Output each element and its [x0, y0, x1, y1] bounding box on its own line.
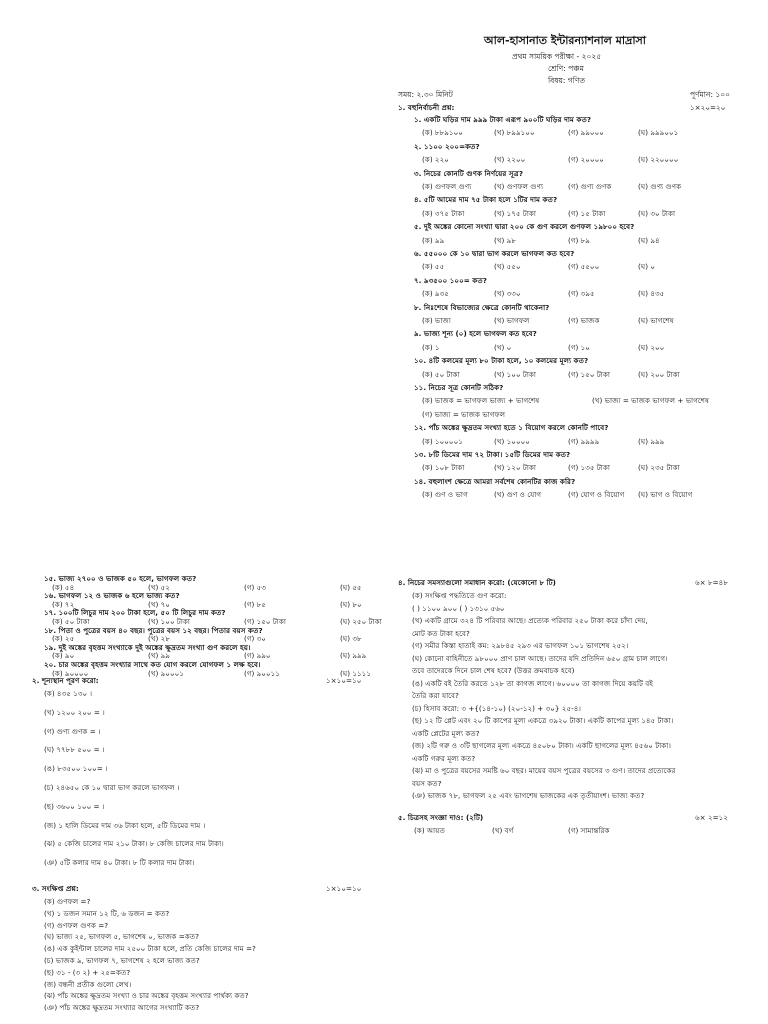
mcq-question: ১৩. ৮টি ডিমের দাম ৭২ টাকা। ১৫টি ডিমের দাম কত? — [414, 450, 571, 459]
mcq-option: (ক) ভাজ্য — [422, 316, 451, 325]
mcq-option: (গ) ১৫০ টাকা — [568, 369, 611, 379]
short-answer-item: (খ) ১ ডজন সমান ১২ টি, ৬ ডজন = কত? — [44, 908, 170, 918]
mcq-option: (খ) ১০০ টাকা — [494, 369, 537, 379]
mcq-question: ৪. ৫টি আমের দাম ৭৫ টাকা হলে ১টির দাম কত? — [414, 195, 558, 205]
section5-heading: ৫. চিত্রসহ সংজ্ঞা দাও: (২টি) — [398, 813, 484, 822]
mcq-option: (ক) ২২০ — [422, 155, 449, 165]
mcq-option: (খ) ১২০ টাকা — [494, 463, 537, 473]
fill-blank-item: (ঘ) ৭৭৮৮ ৫০০ = । — [44, 745, 105, 755]
problem-line: (জ) ২টি গরু ও ৩টি ছাগলের মূল্য একত্রে ৪৫০৮০ টাকা। একটি ছাগলের মূল্য ৪৫৬০ টাকা। — [412, 741, 671, 750]
mcq-question: ৩. নিচের কোনটি গুণক নির্ণয়ের সূত্র? — [414, 168, 523, 178]
mcq-question: ১. একটি ঘড়ির দাম ৯৯৯ টাকা এরূপ ৯০০টি ঘড়ির দাম কত? — [414, 115, 592, 124]
section5-option-c: (গ) সামান্তরিক — [568, 826, 610, 835]
problem-line: তবে তাদেরকে দিনে চাল শেষ হবে? (উত্তর ক্রমবাচক হবে) — [412, 666, 575, 675]
short-answer-item: (জ) বন্ধনী প্রতীক গুলো লেখ। — [44, 979, 132, 989]
section3-heading: ৩. সংক্ষিপ্ত প্রশ্ন: — [32, 884, 79, 893]
mcq-option: (গ) ভাজক — [568, 316, 600, 325]
mcq-question: ১৮. পিতা ও পুত্রের বয়স ৪০ বছর। পুত্রের বয়স ১২ বছর। পিতার বয়স কত? — [44, 625, 263, 635]
fill-blank-item: (জ) ১ হালি ডিমের দাম ৩৬ টাকা হলে, ৫টি ডিমের দাম । — [44, 820, 206, 830]
mcq-option: (ক) ভাজক = ভাগফল ভাজ্য + ভাগশেষ — [422, 396, 540, 406]
mcq-option: (ঘ) ৯৯৯ — [638, 436, 665, 446]
subject-label: বিষয়: গণিত — [548, 76, 586, 85]
mcq-question: ৬. ৫৫০০০ কে ১০ দ্বারা ভাগ করলে ভাগফল কত হবে? — [414, 249, 575, 258]
mcq-option: (ঘ) ৯৪ — [638, 235, 660, 245]
mcq-option: (গ) যোগ ও বিয়োগ — [568, 490, 625, 500]
mcq-option: (ঘ) ২৫০ টাকা — [340, 617, 382, 626]
mcq-option: (খ) ৫২ — [148, 582, 170, 592]
mcq-question: ১৫. ভাজ্য ২৭০০ ও ভাজক ৫০ হলে, ভাগফল কত? — [44, 574, 197, 583]
mcq-option: (গ) ৯৯০০০ — [568, 128, 604, 138]
full-marks-label: পূর্ণমান: ১০০ — [690, 90, 730, 99]
mcq-option: (গ) ৮৯ — [568, 235, 590, 245]
mcq-option: (খ) ৭০ — [148, 599, 170, 609]
problem-line: মোট কত টাকা হবে? — [412, 628, 470, 638]
mcq-option: (গ) ৯০০১১ — [244, 668, 280, 678]
mcq-question: ৮. নিঃশেষে বিভাজ্যের ক্ষেত্রে কোনটি থাকেনা? — [414, 302, 550, 312]
mcq-option: (ঘ) ৮০ — [340, 599, 362, 609]
mcq-option: (খ) ১৭৫ টাকা — [494, 208, 537, 218]
mcq-option: (ক) ৮৮৯১০০ — [422, 128, 463, 138]
mcq-question: ১৬. ভাগফল ১২ ও ভাজক ৬ হলে ভাজ্য কত? — [44, 591, 180, 601]
mcq-option: (ঘ) ৪৩৫ — [638, 289, 665, 299]
mcq-option: (ঘ) ১১১১ — [340, 668, 371, 678]
short-answer-item: (গ) গুণফল গুণক =? — [44, 920, 109, 930]
mcq-option: (ক) ৭২ — [52, 599, 75, 609]
problem-line: (খ) একটি গ্রামে ৩২৪ টি পরিবার আছে। প্রত্যেক পরিবার ২৫০ টাকা করে চাঁদা দেয়, — [412, 616, 648, 625]
mcq-option: (গ) ভাজ্য = ভাজক ভাগফল — [422, 409, 506, 419]
mcq-question: ৯. ভাজ্য শূন্য (০) হলে ভাগফল কত হবে? — [414, 329, 537, 339]
mcq-option: (ঘ) ভাগশেষ — [638, 316, 674, 325]
mcq-option: (খ) গুণ ও যোগ — [494, 490, 542, 500]
section2-marks: ১×১০=১০ — [326, 676, 362, 685]
short-answer-item: (ছ) ৩১ - (৩ ২) + ২৫=কত? — [44, 967, 131, 977]
problem-line: একটি প্লেটের মূল্য কত? — [412, 728, 480, 738]
short-answer-item: (ক) গুণফল =? — [44, 897, 91, 906]
problem-line: (ঝ) মা ও পুত্রের বয়সের সমষ্টি ৬০ বছর। মায়ের বয়স পুত্রের বয়সের ৩ গুণ। তাদের প্রত্যেকের — [412, 766, 676, 775]
section1-marks: ১×২০=২০ — [690, 103, 726, 112]
mcq-option: (ঘ) ভাগ ও বিয়োগ — [638, 490, 693, 500]
problem-line: (ঘ) কোনো বাহিনীতে ৯৮০০০ প্রাণ চাল আছে। তাদের যদি প্রতিদিন ৬৫০ গ্রাম চাল লাগে। — [412, 653, 668, 663]
problem-line: (ছ) ১২ টি প্লেট এবং ২০ টি কাপের মূল্য একত্রে ৩৯২০ টাকা। একটি কাপের মূল্য ১৪৫ টাকা। — [412, 716, 674, 725]
mcq-option: (খ) ৮৯৯১০০ — [494, 128, 535, 138]
mcq-option: (ঘ) ৩০ টাকা — [638, 208, 676, 218]
mcq-option: (গ) ৫৩ — [244, 582, 266, 592]
mcq-option: (ঘ) ৫৫ — [340, 582, 362, 592]
mcq-option: (গ) ৩০ — [244, 634, 266, 644]
fill-blank-item: (খ) ১২০০ ২০০ = । — [44, 707, 105, 717]
mcq-question: ১৪. বহুলাংশ ক্ষেত্রে আমরা সর্বশেষ কোনটির কাজ করি? — [414, 476, 576, 486]
mcq-option: (ক) ৫৪ — [52, 582, 75, 592]
mcq-option: (ক) ৫০ টাকা — [52, 617, 90, 626]
problem-line: ( ) ১১০০ ৯০০ ( ) ১৩১০ ৫৬০ — [412, 603, 505, 613]
short-answer-item: (ঝ) পাঁচ অঙ্কের ক্ষুদ্রতম সংখ্যা ও চার অঙ্কের বৃহত্তম সংখ্যার পার্থক্য কত? — [44, 991, 249, 1001]
mcq-option: (খ) ২২০০ — [494, 155, 526, 165]
problem-line: (ঙ) একটি বই তৈরি করতে ১২৮ তা কাগজ লাগে। ৬০০০০ তা কাগজ দিয়ে কয়টি বই — [412, 678, 654, 688]
mcq-option: (ক) ১০০০০১ — [422, 436, 463, 446]
class-label: শ্রেণি: পঞ্চম — [548, 64, 584, 73]
section5-marks: ৬× ২=১২ — [695, 813, 729, 822]
mcq-question: ১৭. ১০০টি লিচুর দাম ২০০ টাকা হলে, ৫০ টি লিচুর দাম কত? — [44, 608, 226, 618]
mcq-option: (গ) ১৫ টাকা — [568, 208, 606, 218]
fill-blank-item: (ঙ) ৮৩৫০০ ১০০= । — [44, 764, 108, 774]
mcq-question: ১১. নিচের সূত্র কোনটি সঠিক? — [414, 383, 504, 392]
mcq-option: (গ) ১৩৫ টাকা — [568, 463, 611, 473]
school-name: আল-হাসানাত ইন্টারন্যাশনাল মাদ্রাসা — [484, 34, 646, 47]
mcq-question: ২০. চার অঙ্কের বৃহত্তম সংখ্যার সাথে কত যোগ করলে যোগফল ১ লক্ষ হবে। — [44, 660, 261, 669]
mcq-option: (ঘ) গুণ্য গুণক — [638, 182, 682, 191]
section5-option-b: (খ) বর্গ — [492, 826, 514, 835]
mcq-option: (গ) ৩৯৫ — [568, 289, 595, 299]
time-label: সময়: ২.৩০ মিনিট — [398, 90, 453, 99]
mcq-option: (খ) ০ — [494, 342, 512, 352]
mcq-question: ৭. ৯৩৫০০ ১০০= কত? — [414, 275, 487, 285]
mcq-option: (ক) ৯০০০০ — [52, 668, 89, 678]
mcq-option: (ক) গুণফল গুণ্য — [422, 182, 472, 191]
section1-heading: ১. বহুনির্বাচনী প্রশ্ন: — [398, 103, 455, 112]
mcq-option: (গ) ১০ — [568, 342, 590, 352]
fill-blank-item: (ক) ৪৩৫ ১৩০ । — [44, 689, 93, 698]
fill-blank-item: (চ) ২৪৬৫০ কে ১০ দ্বারা ভাগ করলে ভাগফল । — [44, 783, 180, 792]
mcq-option: (খ) ২৮ — [148, 634, 170, 644]
mcq-option: (ক) ২৫ — [52, 634, 75, 644]
section2-heading: ২. শূন্যস্থান পূরণ করো: — [32, 676, 99, 685]
problem-line: (চ) হিসাব করো: ৩ +{(১৪-১০) (২০-১২) + ৩০} ২৫-৪। — [412, 703, 581, 713]
section4-heading: ৪. নিচের সমস্যাগুলো সমাধান করো: (যেকোনো ৮ টি) — [398, 578, 556, 587]
mcq-option: (খ) ৩৩০ — [494, 289, 521, 299]
mcq-option: (খ) ভাগফল — [494, 316, 530, 325]
mcq-option: (ঘ) ৯৯৯০০১ — [638, 128, 679, 138]
mcq-option: (ক) ৯০ — [52, 651, 75, 661]
short-answer-item: (ঞ) পাঁচ অঙ্কের ক্ষুদ্রতম সংখ্যার আগের সংখ্যাটি কত? — [44, 1003, 200, 1013]
problem-line: একটি গরুর মূল্য কত? — [412, 753, 476, 763]
mcq-option: (গ) ৮৫ — [244, 599, 266, 609]
section3-marks: ১×১০=১০ — [326, 884, 362, 893]
problem-line: (ঞ) ভাজক ৭৮, ভাগফল ২৫ এবং ভাগশেষ ভাজকের এক তৃতীয়াংশ। ভাজ্য কত? — [412, 791, 645, 800]
mcq-option: (ক) ৯৯ — [422, 235, 445, 245]
mcq-option: (গ) ২০০০০ — [568, 155, 604, 165]
short-answer-item: (চ) ভাজক ৯, ভাগফল ৭, ভাগশেষ ২ হলে ভাজ্য কত? — [44, 956, 200, 965]
fill-blank-item: (ঝ) ৫ কেজি চালের দাম ২১০ টাকা। ৮ কেজি চালের দাম টাকা। — [44, 839, 224, 849]
mcq-option: (খ) ১০০০০ — [494, 436, 530, 446]
mcq-question: ১২. পাঁচ অঙ্কের ক্ষুদ্রতম সংখ্যা হতে ১ বিয়োগ করলে কোনটি পাবে? — [414, 423, 609, 433]
mcq-option: (ক) ১ — [422, 342, 440, 352]
mcq-option: (খ) ৯৯ — [148, 651, 170, 661]
mcq-option: (ঘ) ৯৯৯ — [340, 651, 367, 661]
problem-line: (ক) সংক্ষিপ্ত পদ্ধতিতে গুণ করো: — [412, 591, 507, 600]
mcq-option: (খ) ৫৫০ — [494, 262, 521, 272]
short-answer-item: (ঘ) ভাজ্য ২৫, ভাগফল ৫, ভাগশেষ ০, ভাজক =কত? — [44, 932, 199, 942]
fill-blank-item: (ঞ) ৫টি কলার দাম ৪০ টাকা। ৮ টি কলার দাম টাকা। — [44, 858, 195, 868]
mcq-option: (ঘ) ২৩৫ টাকা — [638, 463, 680, 473]
mcq-option: (ক) গুণ ও ভাগ — [422, 490, 468, 500]
mcq-option: (ক) ৯৩৫ — [422, 289, 449, 299]
mcq-option: (গ) গুণ্য গুণক — [568, 182, 612, 191]
mcq-option: (ক) ৫৫ — [422, 262, 445, 272]
mcq-option: (খ) ১০০ টাকা — [148, 617, 191, 626]
mcq-option: (গ) ৯৯০ — [244, 651, 271, 661]
mcq-question: ২. ১১০০ ২০০=কত? — [414, 141, 480, 151]
fill-blank-item: (গ) গুণ্য গুণক = । — [44, 726, 101, 736]
mcq-option: (খ) গুণফল গুণ্য — [494, 182, 544, 191]
mcq-option: (গ) ১৫০ টাকা — [244, 617, 287, 626]
fill-blank-item: (ছ) ৩৬০০ ১০০ = । — [44, 801, 105, 811]
mcq-option: (ঘ) ০ — [638, 262, 656, 272]
mcq-question: ১০. ৪টি কলমের মূল্য ৮০ টাকা হলে, ১০ কলমের মূল্য কত? — [414, 356, 589, 366]
problem-line: তৈরি করা যাবে? — [412, 691, 459, 700]
mcq-option: (ক) ১০৮ টাকা — [422, 463, 465, 473]
mcq-option: (ঘ) ৩৮ — [340, 634, 362, 644]
mcq-question: ৫. দুই অঙ্কের কোনো সংখ্যা দ্বারা ২০০ কে গুণ করলে গুণফল ১৯৮০০ হবে? — [414, 222, 635, 232]
mcq-option: (ঘ) ২২০০০০ — [638, 155, 679, 165]
section4-marks: ৬× ৮=৪৮ — [695, 578, 728, 587]
problem-line: বয়স কত? — [412, 778, 442, 788]
mcq-option: (ক) ৫০ টাকা — [422, 369, 460, 379]
short-answer-item: (ঙ) এক কুইন্টাল চালের দাম ২৫০০ টাকা হলে, প্রতি কেজি চালের দাম =? — [44, 944, 256, 954]
mcq-option: (গ) ৫৫০০ — [568, 262, 600, 272]
exam-name: প্রথম সাময়িক পরীক্ষা - ২০২৫ — [512, 52, 602, 61]
mcq-option: (গ) ৯৯৯৯ — [568, 436, 600, 446]
section5-option-a: (ক) আয়ত — [414, 826, 445, 835]
mcq-option: (খ) ৯৮ — [494, 235, 516, 245]
problem-line: (গ) সমীর কিস্তা হাতাই কম: ২৯৮৪৫ ২৯৩ এর ভাগফল ১০১ ভাগশেষ ২৫২। — [412, 641, 629, 650]
mcq-option: (ক) ৩৭৫ টাকা — [422, 208, 465, 218]
mcq-option: (ঘ) ২০০ — [638, 342, 665, 352]
mcq-option: (খ) ৯০০০১ — [148, 668, 184, 678]
mcq-question: ১৯. দুই অঙ্কের বৃহত্তম সংখ্যাকে দুই অঙ্কের ক্ষুদ্রতম সংখ্যা গুণ করলে হয়। — [44, 642, 251, 652]
mcq-option: (ঘ) ২০০ টাকা — [638, 369, 680, 379]
mcq-option: (খ) ভাজ্য = ভাজক ভাগফল + ভাগশেষ — [592, 396, 709, 406]
